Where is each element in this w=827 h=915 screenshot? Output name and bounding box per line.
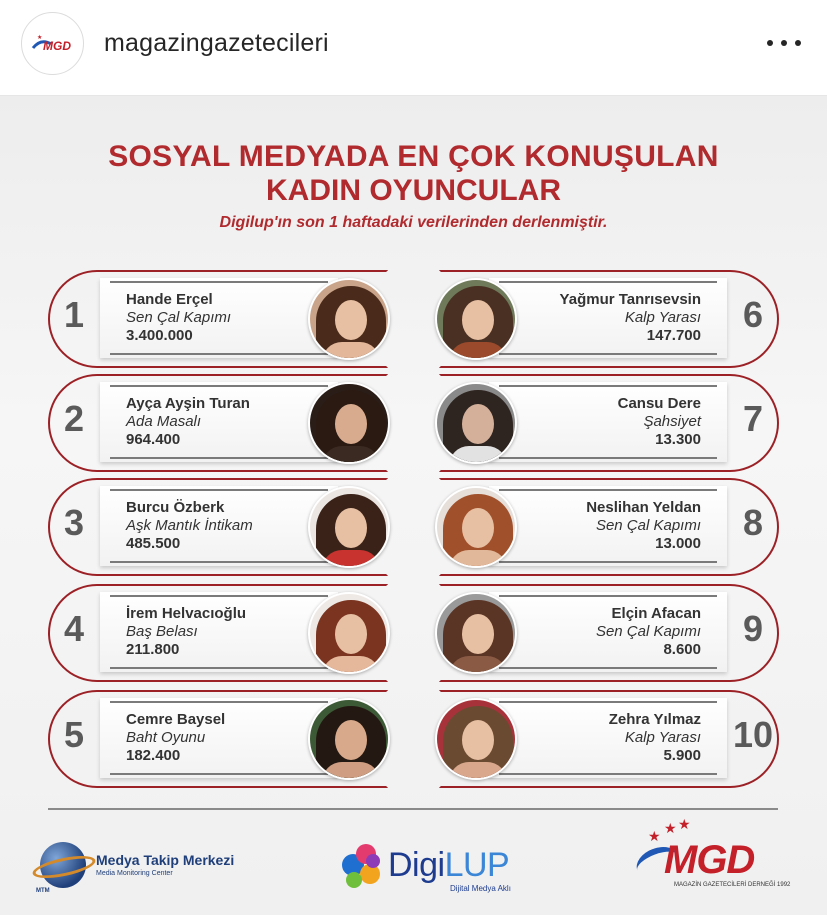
show-title: Baht Oyunu: [126, 729, 206, 746]
mtm-logo-title: Medya Takip Merkezi: [96, 852, 235, 868]
mention-count: 211.800: [126, 641, 180, 658]
rank-number: 3: [63, 502, 85, 543]
actress-name: Zehra Yılmaz: [608, 711, 701, 728]
mention-count: 13.300: [655, 431, 701, 448]
mtm-logo-abbr: MTM: [36, 888, 50, 894]
show-title: Aşk Mantık İntikam: [126, 517, 253, 534]
actress-photo: [435, 698, 517, 780]
ranking-card-8: [421, 478, 779, 576]
show-title: Sen Çal Kapımı: [595, 517, 701, 534]
show-title: Sen Çal Kapımı: [126, 309, 232, 326]
actress-photo: [308, 382, 390, 464]
mgd-logo: [630, 816, 800, 896]
rank-number: 6: [742, 294, 764, 335]
rank-number: 8: [742, 502, 764, 543]
show-title: Baş Belası: [126, 623, 198, 640]
actress-photo: [435, 382, 517, 464]
ranking-card-4: [48, 584, 406, 682]
svg-text:MGD: MGD: [42, 38, 71, 53]
infographic-title-line2: KADIN OYUNCULAR: [266, 174, 561, 207]
actress-name: Cemre Baysel: [126, 711, 226, 728]
show-title: Kalp Yarası: [624, 729, 701, 746]
rank-number: 5: [63, 714, 85, 755]
rank-number: 10: [732, 714, 774, 755]
actress-name: Burcu Özberk: [126, 499, 225, 516]
rank-number: 4: [63, 608, 85, 649]
show-title: Sen Çal Kapımı: [595, 623, 701, 640]
infographic-subtitle: Digilup'ın son 1 haftadaki verilerinden derlenmiştir.: [219, 214, 608, 231]
digilup-tagline: Dijital Medya Aklı: [450, 884, 511, 893]
star-icon: ★: [664, 820, 677, 836]
dot: [781, 40, 787, 46]
actress-name: Yağmur Tanrısevsin: [559, 291, 701, 308]
mgd-logo-icon: [31, 32, 75, 56]
more-options-icon[interactable]: [767, 28, 801, 58]
digilup-wordmark: DigiLUP: [388, 846, 510, 884]
account-username[interactable]: magazingazetecileri: [104, 29, 329, 57]
show-title: Kalp Yarası: [624, 309, 701, 326]
mgd-wordmark: MGD: [664, 838, 755, 882]
actress-name: Cansu Dere: [617, 395, 701, 412]
rank-number: 9: [742, 608, 764, 649]
account-avatar[interactable]: [21, 12, 84, 75]
post-header: [0, 0, 827, 96]
actress-photo: [435, 278, 517, 360]
mention-count: 964.400: [126, 431, 181, 448]
actress-name: Neslihan Yeldan: [586, 499, 701, 516]
dot: [795, 40, 801, 46]
actress-name: İrem Helvacıoğlu: [126, 605, 247, 622]
ranking-card-6: [421, 270, 779, 368]
star-icon: ★: [648, 828, 661, 844]
star-icon: ★: [678, 816, 691, 832]
post-image[interactable]: [0, 96, 827, 915]
show-title: Şahsiyet: [643, 413, 701, 430]
actress-photo: [435, 592, 517, 674]
mention-count: 8.600: [663, 641, 701, 658]
rank-number: 1: [63, 294, 85, 335]
digilup-logo: [338, 840, 538, 896]
mention-count: 182.400: [126, 747, 181, 764]
actress-name: Hande Erçel: [126, 291, 213, 308]
ranking-card-3: [48, 478, 406, 576]
actress-photo: [308, 698, 390, 780]
mtm-logo: [32, 838, 252, 894]
mgd-tagline: MAGAZİN GAZETECİLERİ DERNEĞİ 1992: [674, 882, 791, 888]
rank-number: 2: [63, 398, 85, 439]
actress-photo: [308, 486, 390, 568]
ranking-card-7: [421, 374, 779, 472]
ranking-card-9: [421, 584, 779, 682]
show-title: Ada Masalı: [126, 413, 202, 430]
footer-divider: [48, 808, 778, 810]
mention-count: 3.400.000: [126, 327, 193, 344]
ranking-card-1: [48, 270, 406, 368]
mtm-logo-subtitle: Media Monitoring Center: [96, 870, 173, 877]
actress-name: Ayça Ayşin Turan: [126, 395, 250, 412]
mention-count: 13.000: [655, 535, 701, 552]
ranking-card-2: [48, 374, 406, 472]
actress-photo: [308, 278, 390, 360]
mention-count: 485.500: [126, 535, 181, 552]
ranking-card-10: [421, 690, 779, 788]
infographic-title: SOSYAL MEDYADA EN ÇOK KONUŞULAN: [108, 140, 719, 173]
mention-count: 5.900: [663, 747, 701, 764]
actress-photo: [308, 592, 390, 674]
svg-text:★: ★: [36, 34, 42, 41]
mention-count: 147.700: [646, 327, 701, 344]
ranking-card-5: [48, 690, 406, 788]
dot: [767, 40, 773, 46]
actress-photo: [435, 486, 517, 568]
actress-name: Elçin Afacan: [611, 605, 701, 622]
rank-number: 7: [742, 398, 764, 439]
